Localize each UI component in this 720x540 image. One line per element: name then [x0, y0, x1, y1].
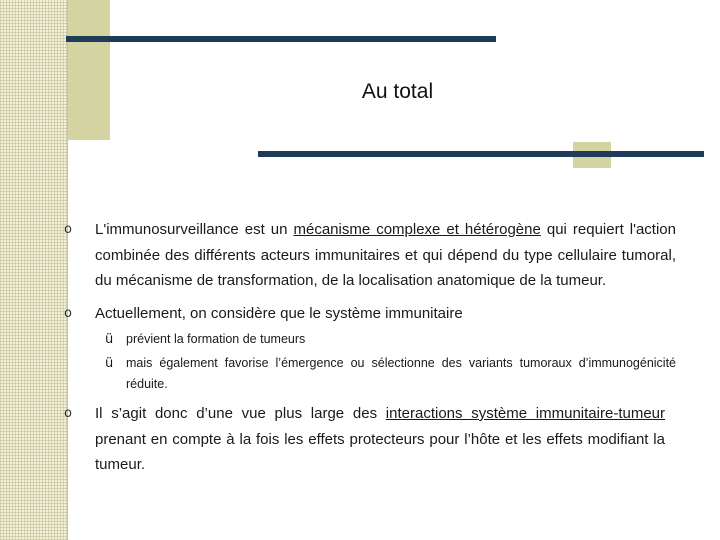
bullet-3-text-end: prenant en compte à la fois les effets protecteurs pour l’hôte et les effets modifiant la tumeur. [95, 430, 665, 473]
slide-content [64, 217, 676, 478]
slide-title: Au total [361, 80, 434, 103]
accent-block-top [68, 0, 110, 140]
bullet-1-text-start: L'immunosurveillance est un [95, 221, 294, 238]
checkmark-icon: ü [105, 356, 114, 371]
bullet-3-text-start: Il s’agit donc d’une vue plus large des [95, 405, 386, 422]
bullet-marker: o [64, 305, 72, 321]
bullet-2-text: Actuellement, on considère que le système immunitaire [95, 304, 463, 322]
decorative-left-pattern [0, 0, 68, 540]
bullet-3-underlined: interactions système immunitaire-tumeur [385, 405, 666, 422]
bullet-item-1 [64, 217, 676, 294]
sub-bullet-2-text: mais également favorise l’émergence ou sélectionne des variants tumoraux d’immunogénicité réduite. [126, 356, 676, 391]
bullet-item-2 [64, 301, 676, 327]
bullet-marker: o [64, 406, 72, 421]
title-bar-bottom [258, 151, 704, 157]
sub-bullet-1-text: prévient la formation de tumeurs [126, 332, 306, 346]
sub-bullet-item-2 [95, 353, 676, 395]
bullet-1-underlined: mécanisme complexe et hétérogène [293, 221, 541, 238]
sub-bullet-list [64, 329, 676, 395]
checkmark-icon: ü [105, 332, 114, 347]
title-bar-top [66, 36, 496, 42]
bullet-marker: o [64, 222, 72, 237]
bullet-1-text-end: qui requiert l'action combinée des différents acteurs immunitaires et qui dépend du type cellulaire tumoral, du mécanisme de transformation, de la localisation anatomique de la tumeur. [95, 221, 676, 289]
sub-bullet-item-1 [95, 329, 676, 350]
bullet-item-3 [64, 401, 665, 478]
